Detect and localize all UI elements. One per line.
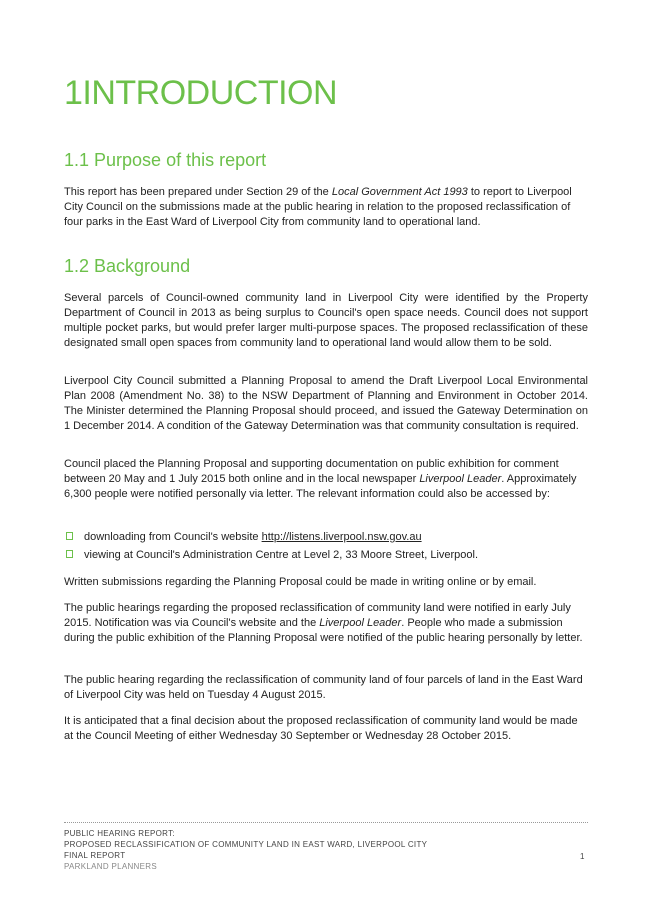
council-website-link[interactable]: http://listens.liverpool.nsw.gov.au <box>261 531 422 543</box>
background-paragraph-1: Several parcels of Council-owned community land in Liverpool City were identified by the Property Department of Council in 2013 as being surplus to Council's open space needs. Council does not support multiple pocket parks, but would prefer larger multi-purpose spaces. The proposed reclassification of these designated small open spaces from community land to operational land would allow them to be sold. <box>64 292 588 349</box>
footer-organisation: PARKLAND PLANNERS <box>64 862 157 871</box>
list-item-text: viewing at Council's Administration Centre at Level 2, 33 Moore Street, Liverpool. <box>84 549 479 561</box>
background-paragraph-6: The public hearing regarding the reclassification of community land of four parcels of land in the East Ward of Liverpool City was held on Tuesday 4 August 2015. <box>64 674 583 701</box>
act-title-italic: Local Government Act 1993 <box>331 186 468 198</box>
text-run: This report has been prepared under Section 29 of the <box>64 186 332 198</box>
footer-divider <box>64 822 588 823</box>
square-bullet-icon <box>66 532 73 540</box>
background-paragraph-7: It is anticipated that a final decision about the proposed reclassification of community land would be made at the Council Meeting of either Wednesday 30 September or Wednesday 28 October 2015. <box>64 715 578 742</box>
square-bullet-icon <box>66 550 73 558</box>
text-run: . Approximately 6,300 people were notified personally via letter. The relevant information could also be accessed by: <box>64 473 577 500</box>
list-item <box>64 547 588 565</box>
background-paragraph-3 <box>64 457 588 502</box>
page-footer <box>64 828 588 872</box>
page-number: 1 <box>580 852 585 861</box>
text-run: The public hearings regarding the proposed reclassification of community land were notified in early July 2015. Notification was via Council's website and the <box>64 602 571 629</box>
text-run: to report to Liverpool City Council on the submissions made at the public hearing in relation to the proposed reclassification of four parks in the East Ward of Liverpool City from community land to operational land. <box>64 186 572 228</box>
background-paragraph-2: Liverpool City Council submitted a Planning Proposal to amend the Draft Liverpool Local Environmental Plan 2008 (Amendment No. 38) to the NSW Department of Planning and Environment in October 2014. The Minister determined the Planning Proposal should proceed, and issued the Gateway Determination on 1 December 2014. A condition of the Gateway Determination was that community consultation is required. <box>64 375 588 432</box>
access-methods-list <box>64 529 588 565</box>
chapter-title: 1INTRODUCTION <box>64 74 338 112</box>
footer-report-subject: PROPOSED RECLASSIFICATION OF COMMUNITY LAND IN EAST WARD, LIVERPOOL CITY <box>64 840 428 849</box>
newspaper-name-italic: Liverpool Leader <box>419 473 502 485</box>
text-run: . People who made a submission during the public exhibition of the Planning Proposal were notified of the public hearing personally by letter. <box>64 617 583 644</box>
section-heading-background: 1.2 Background <box>64 256 191 276</box>
list-item <box>64 529 588 547</box>
list-item-text: downloading from Council's website <box>84 531 262 543</box>
footer-report-label: PUBLIC HEARING REPORT: <box>64 829 175 838</box>
footer-report-status: FINAL REPORT <box>64 851 126 860</box>
background-paragraph-4: Written submissions regarding the Planning Proposal could be made in writing online or by email. <box>64 576 537 588</box>
background-paragraph-5 <box>64 601 588 646</box>
text-run: Council placed the Planning Proposal and supporting documentation on public exhibition for comment between 20 May and 1 July 2015 both online and in the local newspaper <box>64 458 559 485</box>
section-heading-purpose: 1.1 Purpose of this report <box>64 150 267 170</box>
purpose-paragraph <box>64 185 588 230</box>
newspaper-name-italic: Liverpool Leader <box>319 617 402 629</box>
